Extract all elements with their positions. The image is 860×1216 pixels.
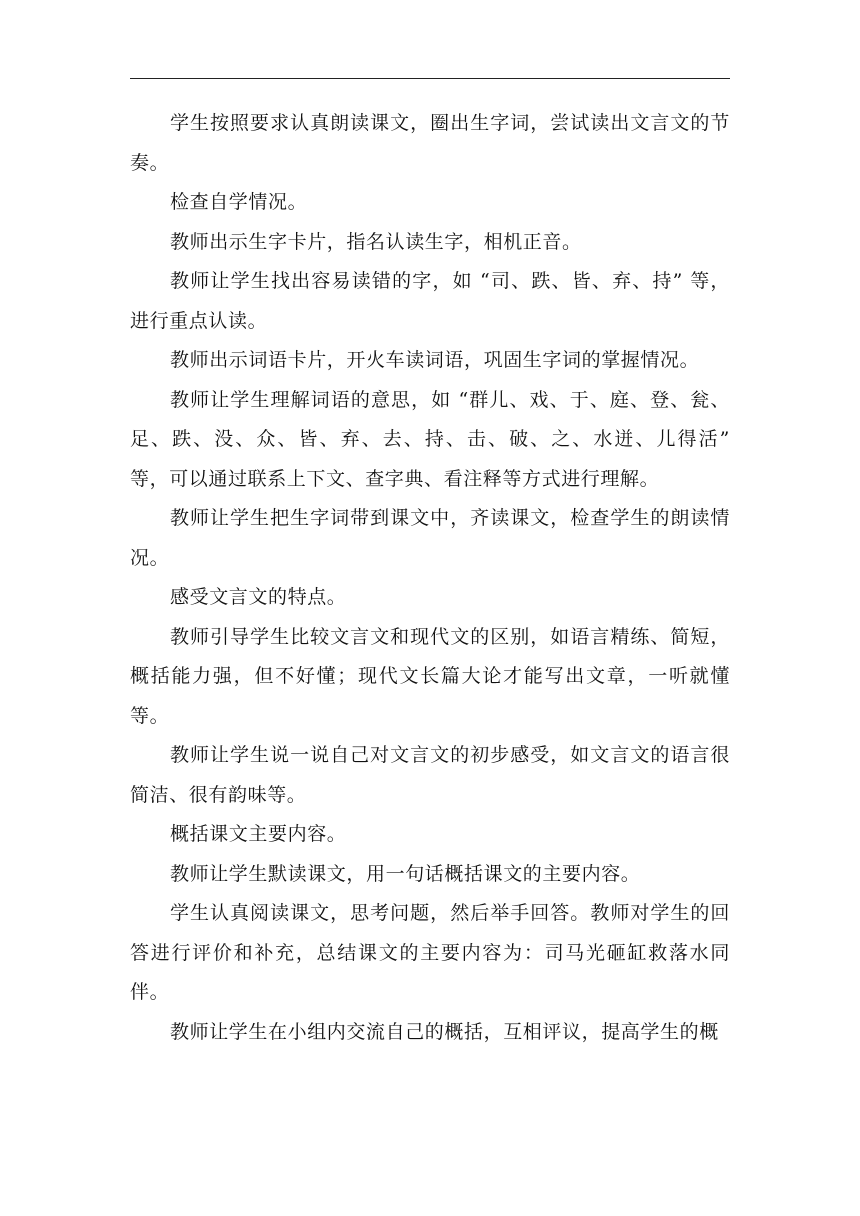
- paragraph: 教师让学生把生字词带到课文中，齐读课文，检查学生的朗读情况。: [130, 507, 730, 569]
- paragraph: 感受文言文的特点。: [170, 586, 347, 608]
- header-rule: [130, 78, 730, 79]
- paragraph: 学生按照要求认真朗读课文，圈出生字词，尝试读出文言文的节奏。: [130, 112, 730, 174]
- paragraph: 教师让学生默读课文，用一句话概括课文的主要内容。: [170, 862, 641, 885]
- paragraph: 教师让学生说一说自己对文言文的初步感受，如文言文的语言很简洁、很有韵味等。: [130, 744, 730, 806]
- paragraph: 教师让学生在小组内交流自己的概括，互相评议，提高学生的概: [170, 1020, 719, 1043]
- paragraph: 教师让学生找出容易读错的字，如 “司、跌、皆、弃、持” 等，进行重点认读。: [130, 270, 730, 332]
- paragraph: 教师出示生字卡片，指名认读生字，相机正音。: [170, 230, 582, 253]
- paragraph: 检查自学情况。: [170, 191, 308, 213]
- paragraph: 教师出示词语卡片，开火车读词语，巩固生字词的掌握情况。: [170, 349, 700, 371]
- document-body: [130, 104, 730, 1052]
- paragraph: 概括课文主要内容。: [170, 823, 347, 845]
- paragraph: 教师引导学生比较文言文和现代文的区别，如语言精练、简短，概括能力强，但不好懂；现代文长篇大论才能写出文章，一听就懂等。: [130, 625, 730, 727]
- paragraph: 学生认真阅读课文，思考问题，然后举手回答。教师对学生的回答进行评价和补充，总结课文的主要内容为：司马光砸缸救落水同伴。: [130, 902, 730, 1003]
- paragraph: 教师让学生理解词语的意思，如 “群儿、戏、于、庭、登、瓮、足、跌、没、众、皆、弃、去、持、击、破、之、水迸、儿得活” 等，可以通过联系上下文、查字典、看注释等方式进行理解。: [130, 388, 730, 490]
